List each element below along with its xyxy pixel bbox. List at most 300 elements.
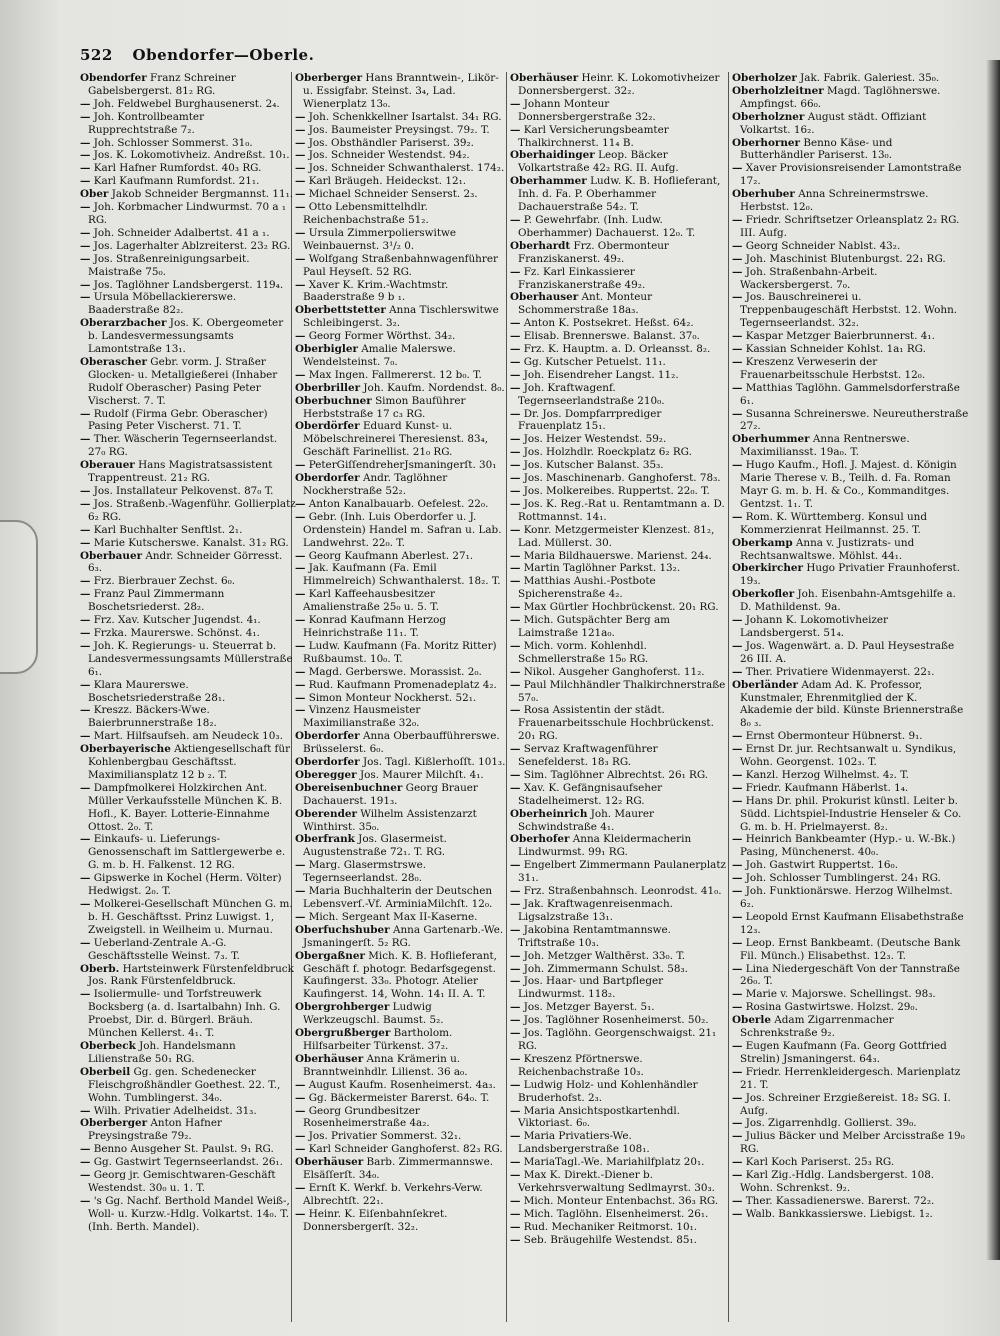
directory-entry — [80, 1143, 296, 1156]
directory-entry — [510, 562, 726, 575]
directory-entry — [510, 356, 726, 369]
entry-surname: Oberhaidinger — [510, 149, 595, 162]
entry-details: Joh. Maurer Schwindstraße 4₁. — [518, 807, 655, 833]
directory-entry — [80, 614, 296, 627]
entry-details: Karl Buchhalter Senftlst. 2₁. — [93, 523, 243, 536]
entry-details: Rudolf (Firma Gebr. Oberascher) Pasing Peter Vischerst. 71. T. — [88, 407, 268, 433]
directory-entry — [80, 188, 296, 201]
entry-surname: — — [510, 1052, 521, 1065]
directory-entry — [732, 85, 970, 111]
directory-entry — [510, 124, 726, 150]
entry-details: MariaTagl.-We. Mariahilfplatz 20₁. — [523, 1156, 705, 1169]
directory-entry — [732, 963, 970, 989]
directory-entry — [80, 356, 296, 408]
directory-entry — [732, 1169, 970, 1195]
directory-entry — [295, 1027, 511, 1053]
entry-details: Joh. Gastwirt Ruppertst. 16₀. — [745, 859, 899, 872]
entry-details: Franz Schreiner Gabelsbergerst. 81₂ RG. — [88, 72, 236, 97]
entry-surname: — — [80, 781, 91, 794]
entry-surname: — — [295, 510, 306, 523]
directory-entry — [295, 885, 511, 911]
entry-details: Joh. Eisenbahn-Amtsgehilfe a. D. Mathildenst. 9a. — [740, 588, 956, 614]
directory-entry — [732, 769, 970, 782]
entry-surname: — — [510, 859, 521, 872]
entry-details: Simon Monteur Nockherst. 52₁. — [308, 691, 477, 704]
entry-surname: Oberholzer — [732, 72, 797, 84]
directory-entry — [510, 1027, 726, 1053]
directory-entry — [732, 1092, 970, 1118]
directory-entry — [80, 988, 296, 1040]
entry-details: Karl Versicherungsbeamter Thalkirchnerst. 11₄ B. — [518, 123, 669, 149]
entry-details: Hans Magistratsassistent Trappentreust. 21₂ RG. — [88, 459, 273, 485]
entry-surname: — — [295, 188, 306, 201]
directory-entry — [80, 291, 296, 317]
directory-entry — [295, 498, 511, 511]
directory-entry — [510, 679, 726, 705]
entry-details: Georg Grundbesitzer Rosenheimerstraße 4a₂. — [303, 1104, 430, 1130]
entry-surname: Oberbriller — [295, 381, 361, 394]
entry-surname: Oberauer — [80, 459, 135, 472]
entry-surname: Oberdorfer — [295, 472, 360, 485]
entry-details: Joh. Feldwebel Burghausenerst. 2₄. — [93, 97, 280, 110]
entry-surname: — — [732, 1091, 743, 1104]
entry-surname: Oberender — [295, 807, 357, 820]
entry-details: Joh. Schlosser Sommerst. 31₀. — [93, 136, 253, 149]
entry-surname: Oberbeil — [80, 1065, 131, 1078]
entry-details: Hans Branntwein-, Likör- u. Essigfabr. Steinst. 3₄, Lad. Wienerplatz 13₀. — [303, 72, 499, 110]
directory-entry — [295, 395, 511, 421]
directory-entry — [510, 859, 726, 885]
directory-entry — [510, 885, 726, 898]
entry-surname: — — [510, 1233, 521, 1246]
entry-surname: — — [510, 1220, 521, 1233]
directory-entry — [510, 524, 726, 550]
directory-entry — [295, 1182, 511, 1208]
entry-surname: — — [510, 1001, 521, 1014]
entry-surname: — — [295, 859, 306, 872]
entry-details: Amalie Malerswe. Wendelsteinst. 7₀. — [303, 343, 456, 368]
directory-entry — [510, 575, 726, 601]
directory-entry — [295, 137, 511, 150]
directory-entry — [80, 1105, 296, 1118]
entry-surname: — — [510, 1014, 521, 1027]
entry-details: Joh. Straßenbahn-Arbeit. Wackersbergerst. 7₀. — [740, 265, 878, 291]
entry-surname: — — [732, 252, 743, 265]
entry-details: Aktiengesellschaft für Kohlenbergbau Geschäftsst. Maximiliansplatz 12 b ₂. T. — [88, 743, 291, 781]
entry-details: Joh. Funktionärswe. Herzog Wilhelmst. 6₂. — [740, 885, 953, 910]
entry-details: Sim. Taglöhner Albrechtst. 26₁ RG. — [523, 768, 709, 781]
entry-details: Dampfmolkerei Holzkirchen Ant. Müller Verkaufsstelle München K. B. Hofl., K. Bayer. Lotterie-Einnahme Ottost. 2₀. T. — [88, 781, 283, 833]
entry-details: Ursula Möbellackiererswe. Baaderstraße 82₂. — [88, 291, 237, 317]
entry-details: Kreszz. Bäckers-Wwe. Baierbrunnerstraße 18₂. — [88, 704, 217, 730]
entry-details: Anton K. Postsekret. Heßst. 64₂. — [523, 317, 694, 330]
entry-details: Mich. Sergeant Max II-Kaserne. — [308, 910, 478, 923]
entry-surname: — — [732, 885, 743, 898]
entry-surname: — — [295, 910, 306, 923]
directory-entry — [732, 214, 970, 240]
entry-surname: — — [732, 794, 743, 807]
entry-details: Joh. K. Regierungs- u. Steuerrat b. Landesvermessungsamts Müllerstraße 6₁. — [88, 639, 293, 678]
entry-surname: — — [295, 639, 306, 652]
entry-details: Molkerei-Gesellschaft München G. m. b. H. Geschäftsst. Prinz Luwigst. 1, Zweigstell. in Weilheim u. Murnau. — [88, 898, 293, 936]
entry-surname: Oberbauer — [80, 549, 143, 562]
directory-entry — [732, 562, 970, 588]
entry-surname: — — [80, 407, 91, 420]
entry-details: Gg. gen. Schedenecker Fleischgroßhändler Goethest. 22. T., Wohn. Tumblingerst. 34₀. — [88, 1065, 281, 1104]
entry-details: Jos. Zigarrenhdlg. Gollierst. 39₀. — [745, 1117, 917, 1130]
entry-surname: — — [510, 768, 521, 781]
entry-surname: — — [295, 252, 306, 265]
entry-surname: — — [510, 497, 521, 510]
entry-details: Jos. Privatier Sommerst. 32₁. — [308, 1130, 462, 1143]
entry-surname: — — [295, 497, 306, 510]
entry-surname: — — [80, 626, 91, 639]
directory-entry — [510, 446, 726, 459]
directory-entry — [80, 524, 296, 537]
directory-entry — [732, 291, 970, 330]
entry-details: Matthias Aushi.-Postbote Spicherenstraße 4₂. — [518, 575, 656, 601]
entry-surname: — — [732, 1001, 743, 1014]
entry-details: Bartholom. Hilfsarbeiter Türkenst. 37₂. — [303, 1027, 453, 1052]
entry-details: Hans Dr. phil. Prokurist künstl. Leiter b. Südd. Lichtspiel-Industrie Henseler & Co. G. m. b. H. Prielmayerst. 8₂. — [740, 794, 962, 833]
entry-surname: — — [510, 549, 521, 562]
entry-surname: — — [510, 459, 521, 472]
directory-entry — [732, 885, 970, 911]
directory-entry — [295, 149, 511, 162]
entry-details: Gipswerke in Kochel (Herm. Völter) Hedwigst. 2₀. T. — [88, 872, 282, 898]
entry-details: Joh. Schenkkellner Isartalst. 34₁ RG. — [308, 110, 502, 123]
entry-details: Frz. Straßenbahnsch. Leonrodst. 41₀. — [523, 885, 722, 898]
entry-details: Kreszenz Pförtnerswe. Reichenbachstraße 10₃. — [518, 1052, 644, 1078]
directory-entry — [510, 175, 726, 214]
entry-details: Heinr. K. Lokomotivheizer Donnersbergerst. 32₂. — [518, 72, 720, 97]
directory-entry — [732, 72, 970, 85]
entry-details: Kreszenz Verweserin der Frauenarbeitsschule Herbstst. 12₀. — [740, 355, 926, 381]
directory-entry — [80, 833, 296, 872]
binding-tab — [0, 520, 38, 674]
entry-surname: — — [510, 472, 521, 485]
entry-surname: — — [80, 497, 91, 510]
entry-details: Gg. Gastwirt Tegernseerlandst. 26₁. — [93, 1156, 283, 1169]
entry-details: Eugen Kaufmann (Fa. Georg Gottfried Strelin) Jsmaningerst. 64₃. — [740, 1039, 947, 1065]
entry-surname: — — [295, 1207, 306, 1220]
directory-entry — [295, 72, 511, 111]
entry-surname: — — [732, 768, 743, 781]
directory-entry — [732, 240, 970, 253]
directory-entry — [295, 188, 511, 201]
entry-surname: — — [510, 1078, 521, 1091]
entry-surname: — — [732, 988, 743, 1001]
entry-surname: — — [732, 162, 743, 175]
entry-surname: Oberhardt — [510, 239, 571, 252]
entry-surname: — — [295, 123, 306, 136]
directory-entry — [295, 111, 511, 124]
directory-entry — [732, 640, 970, 666]
directory-entry — [295, 911, 511, 924]
entry-surname: — — [295, 1143, 306, 1156]
directory-entry — [510, 601, 726, 614]
directory-columns — [80, 72, 986, 1330]
entry-surname: — — [732, 355, 743, 368]
directory-entry — [510, 963, 726, 976]
entry-details: Frz. K. Hauptm. a. D. Orleansst. 8₂. — [523, 343, 711, 356]
entry-details: P. Gewehrfabr. (Inh. Ludw. Oberhammer) Dachauerst. 12₀. T. — [518, 213, 696, 239]
column-4 — [732, 72, 970, 1330]
directory-entry — [732, 1014, 970, 1040]
entry-details: Johann K. Lokomotivheizer Landsbergerst. 51₄. — [740, 614, 889, 639]
directory-entry — [80, 149, 296, 162]
entry-surname: — — [732, 239, 743, 252]
entry-surname: — — [295, 588, 306, 601]
entry-details: Joh. Kraftwagenf. Tegernseerlandstraße 210₀. — [518, 381, 665, 407]
entry-details: Jos. Heizer Westendst. 59₂. — [523, 433, 667, 446]
entry-details: Mich. Monteur Entenbachst. 36₃ RG. — [523, 1194, 719, 1207]
entry-details: Benno Ausgeher St. Paulst. 9₁ RG. — [93, 1143, 274, 1156]
directory-entry — [295, 369, 511, 382]
directory-entry — [732, 459, 970, 511]
directory-entry — [510, 1105, 726, 1131]
entry-surname: — — [510, 523, 521, 536]
entry-details: Gg. Kutscher Petuelst. 11₁. — [523, 355, 666, 368]
entry-surname: — — [80, 175, 91, 188]
entry-details: Ernst Dr. jur. Rechtsanwalt u. Syndikus, Wohn. Georgenst. 102₃. T. — [740, 743, 957, 769]
directory-entry — [295, 1105, 511, 1131]
entry-surname: Obergaßner — [295, 949, 365, 962]
entry-details: Joh. Handelsmann Lilienstraße 50₁ RG. — [88, 1039, 236, 1065]
directory-entry — [80, 175, 296, 188]
directory-entry — [80, 240, 296, 253]
directory-entry — [295, 1208, 511, 1234]
directory-entry — [510, 1053, 726, 1079]
directory-entry — [732, 408, 970, 434]
entry-details: Karl Hafner Rumfordst. 40₃ RG. — [93, 162, 262, 175]
entry-surname: Oberegger — [295, 768, 357, 781]
directory-entry — [295, 562, 511, 588]
entry-surname: — — [80, 162, 91, 175]
entry-details: Kanzl. Herzog Wilhelmst. 4₂. T. — [745, 768, 909, 781]
directory-entry — [732, 743, 970, 769]
entry-surname: Oberhuber — [732, 188, 795, 201]
directory-entry — [510, 1001, 726, 1014]
directory-entry — [80, 588, 296, 614]
entry-details: Hartsteinwerk Fürstenfeldbruck Jos. Rank Fürstenfeldbruck. — [88, 962, 294, 988]
directory-entry — [295, 1092, 511, 1105]
directory-entry — [295, 679, 511, 692]
page-header — [80, 46, 960, 70]
directory-entry — [732, 537, 970, 563]
directory-entry — [732, 511, 970, 537]
directory-entry — [295, 614, 511, 640]
entry-details: Hugo Kaufm., Hofl. J. Majest. d. Königin Marie Therese v. B., Teilh. d. Fa. Roman Mayr G. m. b. H. & Co., Kommanditges. Gentzst. 1₁. T. — [740, 459, 957, 510]
directory-entry — [295, 1156, 511, 1182]
directory-entry — [510, 459, 726, 472]
directory-entry — [732, 1066, 970, 1092]
entry-details: Xav. K. Gefängnisaufseher Stadelheimerst. 12₂ RG. — [518, 781, 663, 807]
directory-entry — [510, 1208, 726, 1221]
directory-entry — [80, 1169, 296, 1195]
directory-entry — [295, 459, 511, 472]
entry-details: Jos. Holzhdlr. Roeckplatz 6₂ RG. — [523, 446, 692, 459]
directory-entry — [295, 1001, 511, 1027]
entry-details: Jos. Schneider Schwanthalerst. 174₂. — [308, 162, 505, 175]
entry-details: Fz. Karl Einkassierer Franziskanerstraße 49₂. — [518, 265, 646, 291]
directory-entry — [80, 137, 296, 150]
entry-surname: — — [732, 343, 743, 356]
directory-entry — [295, 382, 511, 395]
entry-details: Mart. Hilfsaufseh. am Neudeck 10₃. — [93, 730, 283, 743]
entry-details: Jak. Fabrik. Galeriest. 35₀. — [800, 72, 940, 84]
entry-details: Joh. Zimmermann Schulst. 58₃. — [523, 962, 688, 975]
entry-surname: — — [510, 1156, 521, 1169]
entry-details: Susanna Schreinerswe. Neureutherstraße 27₂. — [740, 407, 969, 433]
entry-surname: Obereisenbuchner — [295, 781, 403, 794]
directory-entry — [732, 266, 970, 292]
entry-surname: — — [732, 510, 743, 523]
entry-details: Anton Kanalbauarb. Oefelest. 22₀. — [308, 497, 489, 510]
entry-surname: — — [510, 407, 521, 420]
entry-details: Ant. Monteur Schommerstraße 18a₃. — [518, 291, 653, 317]
entry-details: Anna Schreinermstrswe. Herbstst. 12₀. — [740, 188, 929, 214]
entry-surname: — — [80, 588, 91, 601]
directory-entry — [295, 808, 511, 834]
directory-entry — [295, 124, 511, 137]
entry-surname: — — [295, 678, 306, 691]
directory-entry — [80, 1117, 296, 1143]
entry-details: Ludw. Kaufmann (Fa. Moritz Ritter) Rußbaumst. 10₀. T. — [303, 639, 497, 665]
directory-entry — [80, 498, 296, 524]
entry-surname: — — [80, 575, 91, 588]
entry-details: Jos. Taglöhn. Georgenschwaigst. 21₁ RG. — [518, 1027, 717, 1052]
entry-details: Jos. Tagl. Kißlerhoſſt. 101₃. — [362, 756, 506, 769]
entry-details: Anna Tischlerswitwe Schleibingerst. 3₂. — [303, 304, 499, 330]
entry-details: Jak. Kaufmann (Fa. Emil Himmelreich) Schwanthalerst. 18₂. T. — [303, 562, 501, 588]
entry-details: August Kaufm. Rosenheimerst. 4a₃. — [308, 1078, 496, 1091]
directory-entry — [295, 666, 511, 679]
entry-surname: — — [295, 885, 306, 898]
entry-surname: — — [295, 704, 306, 717]
entry-surname: — — [732, 833, 743, 846]
entry-details: Anna v. Justizrats- und Rechtsanwaltswe. Möhlst. 44₁. — [740, 536, 915, 562]
directory-entry — [80, 743, 296, 782]
entry-surname: — — [295, 136, 306, 149]
entry-surname: — — [510, 343, 521, 356]
entry-details: Joh. Schlosser Tumblingerst. 24₁ RG. — [745, 872, 941, 885]
entry-details: Jos. Straßenb.-Wagenführ. Gollierplatz 6₂ RG. — [88, 497, 296, 523]
directory-entry — [80, 782, 296, 834]
entry-surname: Oberfrank — [295, 833, 355, 846]
directory-entry — [80, 279, 296, 292]
entry-surname: — — [80, 833, 91, 846]
entry-details: Mich. K. B. Hoflieferant, Geschäft f. photogr. Bedarfsgegenst. Kaufingerst. 33₀. Photogr. Atelier Kaufingerst. 14, Wohn. 14₁ II. A. T. — [303, 949, 497, 1001]
entry-surname: — — [80, 110, 91, 123]
entry-details: Max K. Direkt.-Diener b. Verkehrsverwaltung Sedlmayrst. 30₃. — [518, 1169, 715, 1194]
entry-details: Heinrich Bankbeamter (Hyp.- u. W.-Bk.) Pasing, Münchenerst. 40₀. — [740, 833, 956, 859]
directory-entry — [295, 304, 511, 330]
entry-details: Anton Hafner Preysingstraße 79₂. — [88, 1117, 222, 1143]
entry-details: Ernſt K. Werkf. b. Verkehrs-Verw. Albrechtſt. 22₁. — [303, 1181, 483, 1207]
entry-details: Otto Lebensmittelhdlr. Reichenbachstraße 51₂. — [303, 201, 429, 226]
running-title: Obendorfer—Oberle. — [132, 46, 315, 64]
entry-details: Ludwig Holz- und Kohlenhändler Bruderhofst. 2₃. — [518, 1078, 698, 1104]
entry-surname: Oberhäuser — [510, 72, 579, 84]
directory-entry — [732, 1208, 970, 1221]
directory-entry — [510, 1221, 726, 1234]
entry-details: Gg. Bäckermeister Barerst. 64₀. T. — [308, 1091, 490, 1104]
entry-details: Friedr. Kaufmann Häberlst. 1₄. — [745, 781, 909, 794]
entry-details: Jos. Wagenwärt. a. D. Paul Heysestraße 26 III. A. — [740, 639, 955, 665]
entry-details: Julius Bäcker und Melber Arcisstraße 19₀ RG. — [740, 1130, 965, 1156]
entry-details: Martin Taglöhner Parkst. 13₂. — [523, 562, 681, 575]
entry-surname: — — [732, 743, 743, 756]
entry-surname: — — [80, 936, 91, 949]
directory-entry — [732, 782, 970, 795]
entry-details: Lina Niedergeschäft Von der Tannstraße 26₀. T. — [740, 962, 960, 988]
entry-surname: — — [80, 988, 91, 1001]
entry-details: Michael Schneider Senserst. 2₃. — [308, 188, 478, 201]
directory-entry — [295, 472, 511, 498]
directory-entry — [732, 679, 970, 731]
directory-entry — [732, 730, 970, 743]
entry-details: Hugo Privatier Fraunhoferst. 19₃. — [740, 562, 961, 588]
entry-surname: — — [510, 665, 521, 678]
entry-surname: — — [510, 575, 521, 588]
entry-details: Johann Monteur Donnersbergerstraße 32₂. — [518, 97, 656, 123]
entry-details: Friedr. Herrenkleidergesch. Marienplatz 21. T. — [740, 1065, 961, 1091]
entry-surname: — — [510, 975, 521, 988]
directory-entry — [510, 640, 726, 666]
entry-details: Karl Kaffeehausbesitzer Amalienstraße 25₀ u. 5. T. — [303, 588, 440, 614]
entry-surname: — — [295, 149, 306, 162]
entry-surname: — — [295, 201, 306, 214]
directory-entry — [295, 1130, 511, 1143]
directory-entry — [80, 537, 296, 550]
directory-entry — [80, 408, 296, 434]
entry-surname: — — [295, 330, 306, 343]
directory-entry — [80, 1195, 296, 1234]
entry-details: Marie v. Majorswe. Schellingst. 98₃. — [745, 988, 936, 1001]
directory-entry — [295, 175, 511, 188]
entry-surname: Oberbettstetter — [295, 304, 386, 317]
entry-details: PeterGiſſendreherJsmaningerſt. 30₁ — [308, 459, 497, 472]
entry-surname: — — [80, 1104, 91, 1117]
entry-details: Joh. Kaufm. Nordendst. 8₀. — [363, 381, 505, 394]
entry-details: Rom. K. Württemberg. Konsul und Kommerzienrat Heilmannst. 25. T. — [740, 510, 928, 536]
entry-surname: — — [510, 368, 521, 381]
entry-surname: — — [80, 201, 91, 214]
directory-entry — [80, 485, 296, 498]
entry-surname: — — [510, 704, 521, 717]
entry-details: Benno Käse- und Butterhändler Pariserst. 13₀. — [740, 136, 893, 162]
directory-entry — [510, 330, 726, 343]
entry-surname: — — [510, 123, 521, 136]
entry-details: Joh. Maschinist Blutenburgst. 22₁ RG. — [745, 252, 946, 265]
directory-entry — [80, 937, 296, 963]
entry-details: Joh. Kontrollbeamter Rupprechtstraße 7₂. — [88, 110, 205, 136]
entry-surname: Oberhammer — [510, 175, 587, 188]
entry-surname: — — [80, 252, 91, 265]
entry-details: Jakob Schneider Bergmannst. 11₁. — [111, 188, 294, 201]
entry-surname: Oberhorner — [732, 136, 801, 149]
entry-surname: — — [510, 330, 521, 343]
directory-entry — [80, 679, 296, 705]
entry-surname: Oberkircher — [732, 562, 803, 575]
entry-details: Jos. Haar- und Bartpfleger Lindwurmst. 118₂. — [518, 975, 664, 1001]
directory-entry — [510, 382, 726, 408]
directory-entry — [510, 704, 726, 743]
entry-surname: — — [80, 523, 91, 536]
entry-details: 's Gg. Nachf. Berthold Mandel Weiß-, Woll- u. Kurzw.-Hdlg. Volkartst. 14₀. T. (Inh. Berth. Mandel). — [88, 1194, 290, 1233]
directory-entry — [295, 769, 511, 782]
